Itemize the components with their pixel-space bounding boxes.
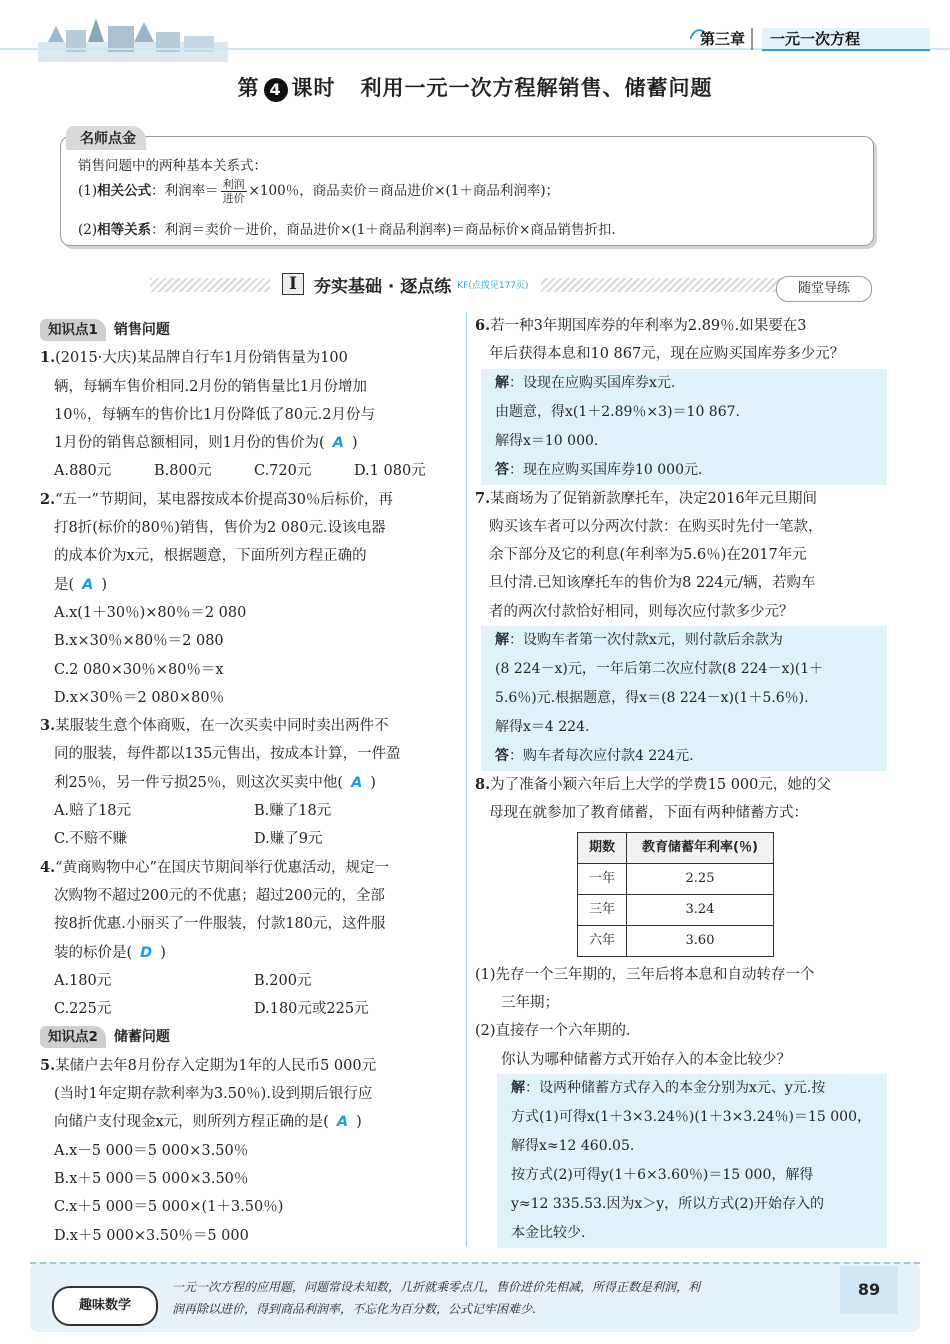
table-row: 六年 3.60 (578, 925, 774, 956)
lesson-number-badge: 4 (264, 78, 288, 102)
tips-intro: 销售问题中的两种基本关系式： (78, 158, 267, 174)
footer-rhyme: 一元一次方程的应用题，问题常设未知数，几折就乘零点几，售价进价先相减，所得正数是利润，利 润再除以进价，得到商品利润率，不忘化为百分数，公式记牢困难少. (172, 1280, 701, 1316)
question-6: 6.若一种3年期国库券的年利率为2.89％.如果要在3 年后获得本息和10 867元，现在应购买国库券多少元？ 解：设现在应购买国库券x元. 由题意，得x(1＋2.89％×3)＝10 867. 解得x＝10 000. 答：现在应购买国库券10 000元. (475, 312, 887, 485)
solution-8: 解：设两种储蓄方式存入的本金分别为x元、y元.按 方式(1)可得x(1＋3×3.24％)(1＋3×3.24％)＝15 000， 解得x≈12 460.05. 按方式(2)可得y(1＋6×3.60％)＝15 000，解得 y≈12 335.53.因为x＞y，所以方式(2)开始存入的 本金比较少. (497, 1074, 887, 1248)
tips-relation-line: (2)相等关系：利润＝卖价－进价，商品进价×(1＋商品利润率)＝商品标价×商品销售折扣. (78, 222, 616, 238)
knowledge-point-1: 知识点1 销售问题 (40, 316, 460, 344)
page-number: 89 (857, 1280, 881, 1299)
lesson-title: 第 4 课时 利用一元一次方程解销售、储蓄问题 (237, 76, 713, 100)
section-hint-link[interactable]: KF(点拨见177页) (457, 280, 529, 291)
question-2: 2.“五一”节期间，某电器按成本价提高30％后标价，再 打8折(标价的80％)销售，售价为2 080元.设该电器 的成本价为x元，根据题意，下面所列方程正确的 是( A ) A.x(1＋30％)×80％＝2 080 B.x×30％×80％＝2 080 C.2 080×30％×80％＝x D.x×30％＝2 080×80％ (40, 490, 393, 706)
guide-tag: 随堂导练 (776, 276, 872, 302)
answer-mark: D (140, 944, 153, 961)
section-header: I 夯实基础 · 逐点练 KF(点拨见177页) (270, 270, 541, 298)
profit-rate-fraction: $\frac{\text{利润}}{\text{进价}}$ (222, 178, 245, 205)
answer-mark: A (332, 435, 344, 452)
table-row: 一年 2.25 (578, 863, 774, 894)
footer-dashed-rule (30, 1262, 920, 1264)
answer-mark: A (82, 576, 94, 593)
question-1: 1.(2015·大庆)某品牌自行车1月份销售量为100 辆，每辆车售价相同.2月份的销售量比1月份增加 10％，每辆车的售价比1月份降低了80元.2月份与 1月份的销售总额相同，则1月份的售价为( A ) A.880元 B.800元 C.720元 D.1 080元 (40, 349, 426, 480)
tips-label: 名师点金 (66, 126, 146, 150)
answer-mark: A (351, 774, 363, 791)
right-column (475, 312, 887, 1248)
chapter-label: 第三章 (700, 30, 746, 48)
fun-math-badge: 趣味数学 (52, 1286, 158, 1326)
savings-rate-table: 期数 教育储蓄年利率(％) 一年 2.25 三年 3.24 六年 3.60 (577, 832, 774, 957)
question-3: 3.某服装生意个体商贩，在一次买卖中同时卖出两件不 同的服装，每件都以135元售出，按成本计算，一件盈 利25％，另一件亏损25％，则这次买卖中他( A ) A.赔了18元 B.赚了18元 C.不赔不赚 D.赚了9元 (40, 717, 401, 848)
question-5: 5.某储户去年8月份存入定期为1年的人民币5 000元 (当时1年定期存款利率为3.50％).设到期后银行应 向储户支付现金x元，则所列方程正确的是( A ) A.x－5 000＝5 000×3.50％ B.x＋5 000＝5 000×3.50％ C.x＋5 000＝5 000×(1＋3.50％) D.x＋5 000×3.50％＝5 000 (40, 1056, 377, 1244)
column-divider (466, 312, 467, 1247)
left-column (40, 316, 460, 1250)
solution-7: 解：设购车者第一次付款x元，则付款后余款为 (8 224－x)元，一年后第二次应付款(8 224－x)(1＋ 5.6％)元.根据题意，得x＝(8 224－x)(1＋5.6％). 解得x＝4 224. 答：购车者每次应付款4 224元. (481, 626, 887, 771)
section-roman-numeral: I (282, 273, 304, 295)
solution-6: 解：设现在应购买国库券x元. 由题意，得x(1＋2.89％×3)＝10 867. 解得x＝10 000. 答：现在应购买国库券10 000元. (481, 369, 887, 485)
header-skyline-illustration (38, 12, 228, 62)
knowledge-point-2: 知识点2 储蓄问题 (40, 1023, 460, 1051)
table-row: 三年 3.24 (578, 894, 774, 925)
question-4: 4.“黄商购物中心”在国庆节期间举行优惠活动，规定一 次购物不超过200元的不优惠；超过200元的，全部 按8折优惠.小丽买了一件服装，付款180元，这件服 装的标价是( D ) A.180元 B.200元 C.225元 D.180元或225元 (40, 858, 389, 1018)
tips-formula-line: (1)相关公式：利润率＝ $\frac{\text{利润}}{\text{进价}}$ ×100％，商品卖价＝商品进价×(1＋商品利润率)； (78, 178, 560, 205)
answer-mark: A (336, 1114, 349, 1131)
question-8: 8.为了准备小颖六年后上大学的学费15 000元，她的父 母现在就参加了教育储蓄，下面有两种储蓄方式： 期数 教育储蓄年利率(％) 一年 2.25 三年 3.24 六年 3.60 (1)先存一个三年期的，三年后将本息和自动转存一个 三年期； (2)直接存一个六年期的. 你认为哪种储蓄方式开始存入的本金比较少？ 解：设两种储蓄方式存入的本金分别为x元、y元.按 方式(1)可得x(1＋3×3.24％)(1＋3×3.24％)＝15 000， 解得x≈12 460.05. 按方式(2)可得y(1＋6×3.60％)＝15 000，解得 y≈12 335.53.因为x＞y，所以方式(2)开始存入的 本金比较少. (475, 771, 887, 1248)
chapter-title: 一元一次方程 (770, 30, 861, 48)
question-7: 7.某商场为了促销新款摩托车，决定2016年元旦期间 购买该车者可以分两次付款：在购买时先付一笔款， 余下部分及它的利息(年利率为5.6％)在2017年元 旦付清.已知该摩托车的售价为8 224元/辆，若购车 者的两次付款恰好相同，则每次应付款多少元？ 解：设购车者第一次付款x元，则付款后余款为 (8 224－x)元，一年后第二次应付款(8 224－x)(1＋ 5.6％)元.根据题意，得x＝(8 224－x)(1＋5.6％). 解得x＝4 224. 答：购车者每次应付款4 224元. (475, 485, 887, 771)
